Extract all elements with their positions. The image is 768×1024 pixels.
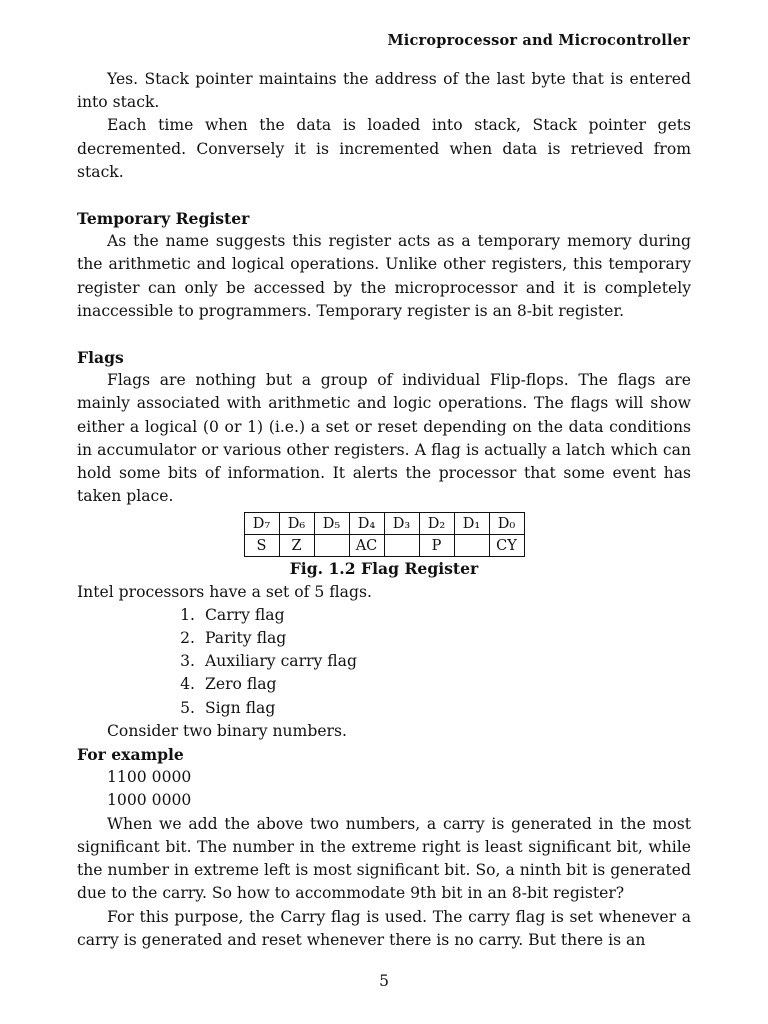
flag-bit-cell: D₅ [314, 513, 349, 535]
figure-caption: Fig. 1.2 Flag Register [289, 559, 479, 579]
flag-name-cell: S [244, 535, 279, 557]
temporary-register-paragraph: As the name suggests this register acts as a temporary memory during the arithmetic and logical operations. Unlike other registers, this temporary register can only be accessed by the microprocessor and it is completely inaccessible to programmers. Temporary register is an 8-bit register. [77, 232, 691, 320]
list-label: Parity flag [205, 629, 287, 648]
list-item [165, 627, 691, 650]
binary-number-1: 1100 0000 [107, 768, 192, 787]
flag-name-cell: CY [489, 535, 524, 557]
list-item [165, 650, 691, 673]
list-number: 2. [180, 629, 195, 648]
spacer [77, 323, 691, 346]
list-label: Carry flag [205, 605, 285, 624]
flag-name-cell [314, 535, 349, 557]
flag-name-cell [454, 535, 489, 557]
stack-pointer-paragraph-2: Each time when the data is loaded into stack, Stack pointer gets decremented. Conversely it is incremented when data is retrieved from stack. [77, 116, 691, 181]
example-paragraph-2: For this purpose, the Carry flag is used. The carry flag is set whenever a carry is generated and reset whenever there is no carry. But there is an [77, 907, 691, 949]
flag-name-cell: P [419, 535, 454, 557]
list-number: 1. [180, 605, 195, 624]
list-item [165, 673, 691, 696]
list-label: Sign flag [205, 698, 276, 717]
list-number: 4. [180, 675, 195, 694]
flag-bit-cell: D₄ [349, 513, 384, 535]
flag-bit-cell: D₇ [244, 513, 279, 535]
list-label: Auxiliary carry flag [205, 652, 357, 671]
list-label: Zero flag [205, 675, 277, 694]
flag-bit-cell: D₁ [454, 513, 489, 535]
temporary-register-heading: Temporary Register [77, 209, 250, 229]
spacer [77, 184, 691, 207]
list-number: 3. [180, 652, 195, 671]
flag-register-table [244, 512, 525, 557]
list-number: 5. [180, 698, 195, 717]
stack-pointer-paragraph-1: Yes. Stack pointer maintains the address of the last byte that is entered into stack. [77, 70, 691, 112]
flag-bit-cell: D₀ [489, 513, 524, 535]
flag-list [77, 604, 691, 720]
consider-text: Consider two binary numbers. [107, 721, 347, 740]
flag-name-cell: Z [279, 535, 314, 557]
flag-bit-cell: D₂ [419, 513, 454, 535]
list-item [165, 697, 691, 720]
flag-bit-cell: D₆ [279, 513, 314, 535]
running-header: Microprocessor and Microcontroller [387, 32, 690, 49]
page-body [77, 68, 691, 952]
flag-name-cell [384, 535, 419, 557]
flag-bit-header-row [244, 513, 524, 535]
list-item [165, 604, 691, 627]
example-paragraph-1: When we add the above two numbers, a carry is generated in the most significant bit. The number in the extreme right is least significant bit, while the number in extreme left is most significant bit. So, a ninth bit is generated due to the carry. So how to accommodate 9th bit in an 8-bit register? [77, 814, 691, 903]
binary-number-2: 1000 0000 [107, 791, 192, 810]
page-number: 5 [379, 972, 389, 990]
flags-paragraph: Flags are nothing but a group of individual Flip-flops. The flags are mainly associated with arithmetic and logic operations. The flags will show either a logical (0 or 1) (i.e.) a set or reset depending on the data conditions in accumulator or various other registers. A flag is actually a latch which can hold some bits of information. It alerts the processor that some event has taken place. [77, 371, 691, 506]
flags-intro: Intel processors have a set of 5 flags. [77, 582, 372, 601]
flag-name-cell: AC [349, 535, 384, 557]
flags-heading: Flags [77, 348, 124, 368]
flag-bit-cell: D₃ [384, 513, 419, 535]
example-heading: For example [77, 745, 184, 765]
flag-name-row [244, 535, 524, 557]
